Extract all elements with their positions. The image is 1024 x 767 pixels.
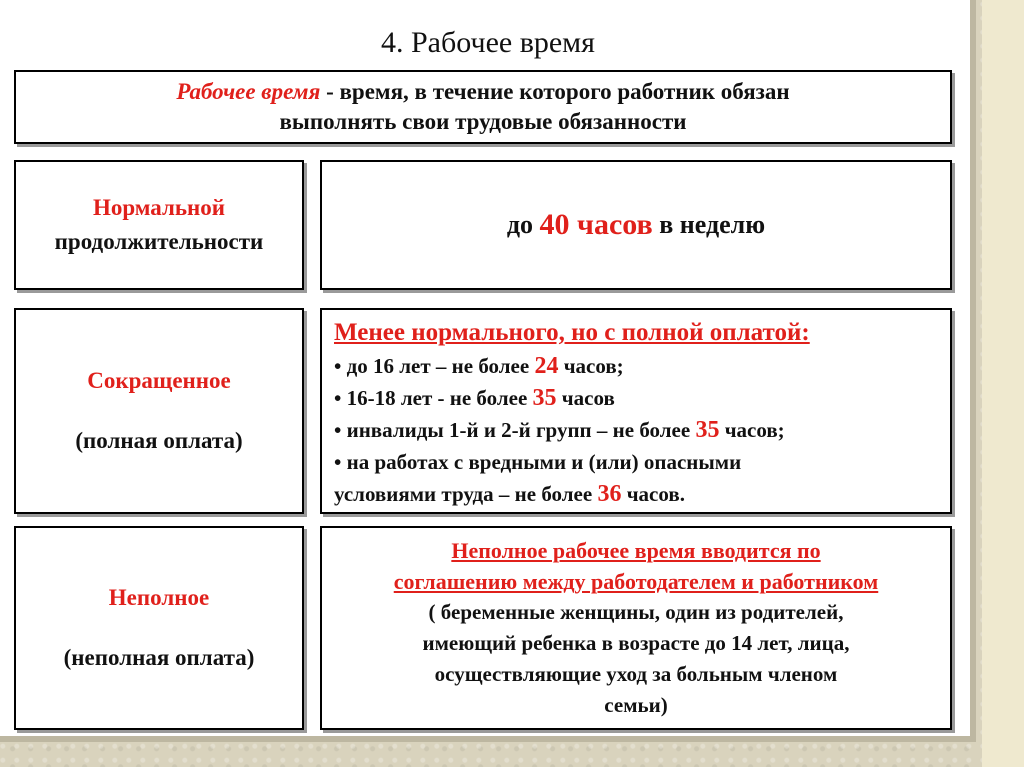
part-header-line-1: Неполное рабочее время вводится по	[451, 538, 821, 563]
background-strip	[982, 0, 1024, 767]
normal-content-box	[320, 160, 952, 290]
reduced-content-box	[320, 308, 952, 514]
reduced-header: Менее нормального, но с полной оплатой:	[334, 319, 810, 346]
normal-hours: 40 часов	[539, 208, 653, 241]
part-label-black: (неполная оплата)	[63, 645, 255, 670]
normal-text-before: до	[506, 210, 534, 239]
definition-term: Рабочее время	[176, 79, 321, 104]
part-content-box	[320, 526, 952, 730]
definition-line-1	[176, 77, 789, 107]
part-body-line: имеющий ребенка в возрасте до 14 лет, лица,	[422, 631, 850, 655]
definition-line-2: выполнять свои трудовые обязанности	[279, 109, 687, 134]
reduced-label-red: Сокращенное	[87, 368, 231, 393]
list-item: условиями труда – не более 36 часов.	[334, 481, 685, 507]
definition-box	[14, 70, 952, 144]
list-item: • инвалиды 1-й и 2-й групп – не более 35 часов;	[334, 417, 785, 443]
list-item: • до 16 лет – не более 24 часов;	[334, 353, 624, 379]
definition-text: - время, в течение которого работник обязан	[320, 79, 790, 104]
reduced-label-box	[14, 308, 304, 514]
slide-title: 4. Рабочее время	[381, 26, 595, 59]
list-item: • 16-18 лет - не более 35 часов	[334, 385, 615, 411]
part-body-line: ( беременные женщины, один из родителей,	[428, 600, 844, 624]
part-body-line: семьи)	[604, 693, 668, 717]
part-header-line-2: соглашению между работодателем и работником	[393, 569, 879, 594]
list-item: • на работах с вредными и (или) опасными	[334, 450, 742, 474]
normal-label-red: Нормальной	[92, 195, 226, 220]
part-body-line: осуществляющие уход за больным членом	[434, 662, 838, 686]
normal-text-after: в неделю	[659, 210, 766, 239]
reduced-label-black: (полная оплата)	[75, 428, 243, 453]
part-label-box	[14, 526, 304, 730]
part-label-red: Неполное	[108, 585, 210, 610]
normal-label-black: продолжительности	[54, 229, 264, 254]
normal-label-box	[14, 160, 304, 290]
